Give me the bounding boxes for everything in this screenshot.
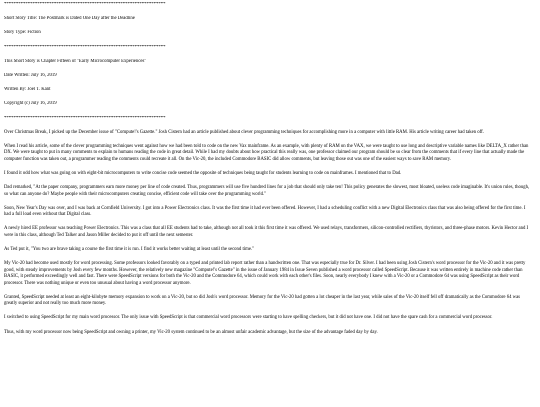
asterisk-rule: ******************************************************************** (4, 44, 166, 50)
author: Written By: Joel T. Kant (4, 87, 51, 93)
paragraph: Soon, New Year's Day was over, and I was back at Cornfield University. I got into a Power Electronics class. It was the first time it had ever been offered. However, I had a scheduling conflict with a new Digital Electronics class that was also being offered for the first time. I had a full load even without that Digital class. (4, 205, 526, 218)
asterisk-rule: ******************************************************************** (4, 115, 166, 121)
paragraph: As Ted put it, "You two are brave taking a course the first time it is run. I find it works better waiting at least until the second time." (4, 247, 255, 253)
story-title: Short Story Title: The Postmark is Dated One Day after the Deadline (4, 16, 135, 22)
story-type: Story Type: Fiction (4, 30, 41, 36)
story-document (4, 2, 532, 403)
paragraph: Granted, SpeedScript needed at least an eight-kilobyte memory expansion to work on a Vic-20, but so did Josh's word processor. Memory for the Vic-20 had gotten a lot cheaper in the last year, while sales of the Vic-20 itself fell off dramatically as the Commodore 64 was greatly superior and not really too much more money. (4, 294, 521, 307)
date-written: Date Written: July 16, 2019 (4, 73, 57, 79)
paragraph: My Vic-20 had become used mostly for word processing. Some professors looked favorably on a typed and printed lab report rather than a handwritten one. That was especially true for Dr. Silver. I had been using Josh Cistern's word processor for the Vic-20 and it was pretty good, with steady improvements by Josh every few months. However, the relatively new magazine "Compute!'s Gazette" in the issue of January 1984 in Issue Seven published a word processor called SpeedScript. Because it was written entirely in machine code rather than BASIC, it performed exceedingly well and fast. There were SpeedScript versions for both the Vic-20 and the Commodore 64, which could work with each other's files. Soon, nearly everybody I knew with a Vic-20 or a Commodore 64 was using SpeedScript as their word processor. There was nothing unique or even too unusual about having a word processor anymore. (4, 261, 526, 286)
paragraph: I found it odd how what was going on with eight-bit microcomputers to write concise code seemed the opposite of techniques being taught for students learning to code on mainframes. I mentioned that to Dad. (4, 171, 402, 177)
paragraph: Dad remarked, "At the paper company, programmers earn more money per line of code created. Thus, programmers will use five hundred lines for a job that should only take ten! This policy generates the slowest, most bloated, useless code imaginable. It's union rules, though, so what can anyone do? Maybe people with their microcomputers creating concise, efficient code will take over the programming world." (4, 185, 530, 197)
paragraph: When I read his article, some of the clever programming techniques went against how we had been told to code on the new Vax mainframe. As an example, with plenty of RAM on the VAX, we were taught to use long and descriptive variable names like DELTA_X rather than DX. We were taught to put in many comments to explain to humans reading the code in great detail. While I had my doubts about how practical this really was, one professor claimed our program should be so clear from the comments that if every line that actually made the computer function was taken out, a programmer reading the comments could recreate it all. On the Vic-20, the included Commodore BASIC did allow comments, but leaving those out was one of the easiest ways to save RAM memory. (4, 144, 529, 162)
chapter-info: This Short Story is Chapter Fifteen of "Early Microcomputer Experiences" (4, 58, 147, 64)
paragraph: Thus, with my word processor now being SpeedScript and owning a printer, my Vic-20 system continued to be an almost unfair academic advantage, but the size of the advantage faded day by day. (4, 329, 378, 335)
paragraph: A newly hired EE professor was teaching Power Electronics. This was a class that all EE students had to take, although not all took it this first time it was offered. We used relays, transformers, silicon-controlled rectifiers, thyristors, and three-phase motors. Kevin Hector and I were in this class, although Ted Talker and Jason Miller decided to put it off until the next semester. (4, 226, 529, 238)
copyright: Copyright (c) July 16, 2019 (4, 101, 57, 107)
paragraph: I switched to using SpeedScript for my main word processor. The only issue with SpeedScript is that commercial word processors were starting to have spelling checkers, but it did not have one. I did not have the spare cash for a commercial word processor. (4, 315, 493, 321)
paragraph: Over Christmas Break, I picked up the December issue of "Compute!'s Gazette." Josh Cistern had an article published about clever programming techniques for accomplishing more in a computer with little RAM. His article writing career had taken off. (4, 129, 484, 135)
asterisk-rule: ******************************************************************** (4, 2, 166, 7)
